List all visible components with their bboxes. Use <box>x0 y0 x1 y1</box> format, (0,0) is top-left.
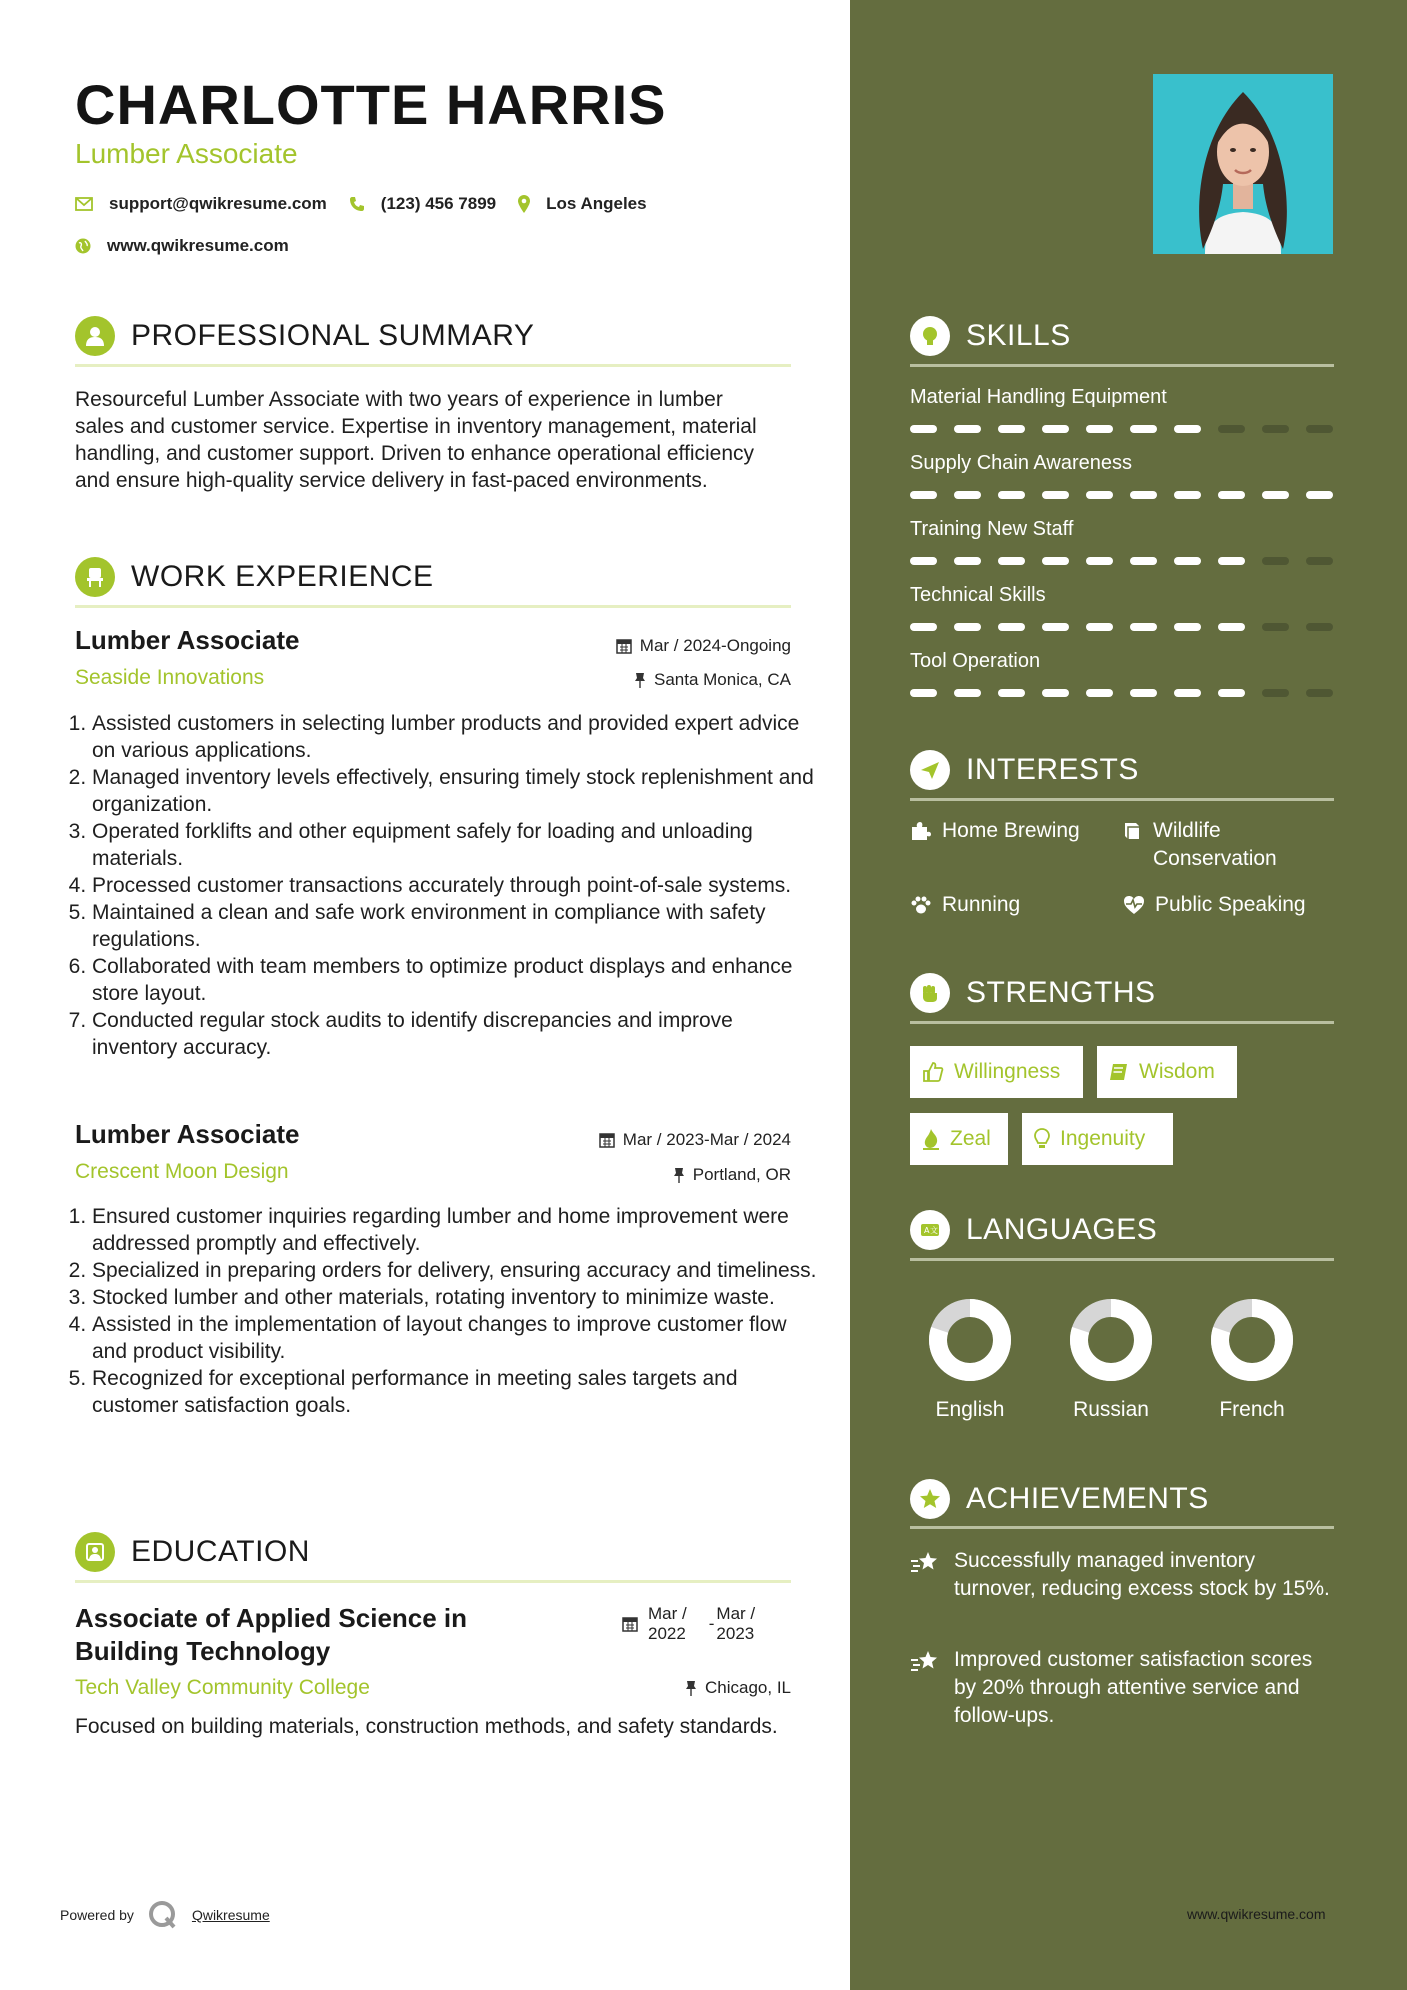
strength-tag-willingness <box>910 1046 1083 1098</box>
skill-level-dash <box>1042 491 1069 499</box>
education-start <box>648 1604 687 1644</box>
end-year: 2023 <box>716 1624 755 1643</box>
school-name: Tech Valley Community College <box>75 1676 370 1699</box>
skill-level-dash <box>1042 623 1069 631</box>
skill-level-dash <box>910 425 937 433</box>
skill-level-dash <box>954 557 981 565</box>
book-icon <box>1123 821 1143 841</box>
list-item: 3. Operated forklifts and other equipment safely for loading and unloading materials. <box>92 818 817 872</box>
languages-section-header <box>910 1210 1157 1250</box>
skill-level-dash <box>1174 557 1201 565</box>
education-dates <box>622 1604 755 1644</box>
contact-email[interactable] <box>75 194 327 214</box>
puzzle-icon <box>910 821 932 841</box>
candidate-role: Lumber Associate <box>75 138 298 169</box>
skill-level-bar <box>910 689 1333 697</box>
list-item: 5. Recognized for exceptional performance in meeting sales targets and customer satisfaction goals. <box>92 1365 817 1419</box>
strength-tag-wisdom <box>1097 1046 1237 1098</box>
skill-level-dash <box>1174 425 1201 433</box>
skill-level-dash <box>1306 689 1333 697</box>
skill-level-dash <box>998 623 1025 631</box>
calendar-icon <box>616 638 632 654</box>
list-item: 2. Specialized in preparing orders for delivery, ensuring accuracy and timeliness. <box>92 1257 817 1284</box>
skill-level-dash <box>954 623 981 631</box>
skill-level-dash <box>1262 557 1289 565</box>
skill-level-dash <box>998 491 1025 499</box>
language-card-icon <box>910 1210 950 1250</box>
list-item: 2. Managed inventory levels effectively, ensuring timely stock replenishment and organization. <box>92 764 817 818</box>
summary-section-header <box>75 316 534 356</box>
phone-icon <box>349 196 365 212</box>
chair-icon <box>75 557 115 597</box>
skill-level-dash <box>910 689 937 697</box>
globe-icon <box>75 238 91 254</box>
qwikresume-link[interactable]: Qwikresume <box>191 1907 270 1923</box>
skill-level-dash <box>1306 425 1333 433</box>
pushpin-icon <box>634 672 646 688</box>
achievement-item <box>910 1547 1340 1603</box>
achievements-title: ACHIEVEMENTS <box>966 1482 1209 1515</box>
interest-label: Running <box>942 893 1021 916</box>
skill-level-dash <box>1174 623 1201 631</box>
education-end <box>716 1604 755 1644</box>
list-item: 6. Collaborated with team members to optimize product displays and enhance store layout. <box>92 953 817 1007</box>
strength-tag-ingenuity <box>1022 1113 1173 1165</box>
experience-divider <box>75 605 791 608</box>
skill-level-dash <box>1086 689 1113 697</box>
languages-divider <box>910 1258 1334 1261</box>
strength-label: Zeal <box>950 1127 991 1150</box>
fist-icon <box>910 973 950 1013</box>
education-location <box>685 1678 791 1698</box>
interest-home-brewing <box>910 817 1080 845</box>
skill-level-dash <box>1218 491 1245 499</box>
language-name: Russian <box>1073 1398 1149 1421</box>
skill-level-dash <box>1306 491 1333 499</box>
portrait-image <box>1153 74 1333 254</box>
job-2-duties <box>70 1203 817 1419</box>
contact-location <box>518 194 646 214</box>
job-2-company: Crescent Moon Design <box>75 1160 289 1183</box>
interest-label: Home Brewing <box>942 819 1080 842</box>
pushpin-icon <box>685 1680 697 1696</box>
skill-level-dash <box>1130 491 1157 499</box>
experience-title: WORK EXPERIENCE <box>131 560 434 593</box>
degree-line-2: Building Technology <box>75 1636 331 1666</box>
summary-divider <box>75 364 791 367</box>
strengths-section-header <box>910 973 1156 1013</box>
strengths-divider <box>910 1021 1334 1024</box>
lightbulb-icon <box>1034 1128 1050 1150</box>
start-year: 2022 <box>648 1624 686 1643</box>
profile-photo <box>1153 74 1333 254</box>
contact-phone[interactable] <box>349 194 496 214</box>
list-item: 5. Maintained a clean and safe work environment in compliance with safety regulations. <box>92 899 817 953</box>
skills-title: SKILLS <box>966 319 1071 352</box>
interest-label: Public Speaking <box>1155 893 1306 916</box>
end-month: Mar / <box>716 1604 756 1623</box>
skill-name: Material Handling Equipment <box>910 386 1167 408</box>
skill-level-dash <box>1218 623 1245 631</box>
phone-text: (123) 456 7899 <box>380 194 497 213</box>
achievement-item <box>910 1646 1340 1730</box>
job-1-dates-text: Mar / 2024-Ongoing <box>639 636 791 655</box>
job-2-location-text: Portland, OR <box>692 1165 791 1184</box>
job-2-dates <box>599 1130 791 1150</box>
job-1-company: Seaside Innovations <box>75 666 265 689</box>
skill-level-dash <box>1218 425 1245 433</box>
shooting-star-icon <box>910 1648 942 1676</box>
shooting-star-icon <box>910 1549 942 1577</box>
thumbs-up-icon <box>922 1061 944 1083</box>
interest-public-speaking <box>1123 891 1306 919</box>
interest-running <box>910 891 1020 919</box>
pushpin-icon <box>673 1167 685 1183</box>
skill-level-bar <box>910 491 1333 499</box>
education-divider <box>75 1580 791 1583</box>
skill-level-dash <box>1042 557 1069 565</box>
location-text: Los Angeles <box>546 194 647 213</box>
skill-level-dash <box>998 425 1025 433</box>
list-item: 1. Assisted customers in selecting lumber products and provided expert advice on various applications. <box>92 710 817 764</box>
languages-title: LANGUAGES <box>966 1213 1158 1246</box>
skill-level-dash <box>910 491 937 499</box>
contact-website[interactable] <box>75 236 289 256</box>
skill-name: Training New Staff <box>910 518 1074 540</box>
job-2-location <box>673 1165 791 1185</box>
job-1-duties <box>70 710 817 1061</box>
skill-name: Technical Skills <box>910 584 1046 606</box>
skill-level-dash <box>954 491 981 499</box>
skill-level-dash <box>1262 425 1289 433</box>
achievements-divider <box>910 1526 1334 1529</box>
star-burst-icon <box>910 1479 950 1519</box>
fire-icon <box>922 1128 940 1150</box>
skill-name: Tool Operation <box>910 650 1041 672</box>
interests-divider <box>910 798 1334 801</box>
calendar-icon <box>622 1616 638 1632</box>
language-ring <box>1182 1295 1322 1385</box>
list-item: 7. Conducted regular stock audits to identify discrepancies and improve inventory accuracy. <box>92 1007 817 1061</box>
candidate-name: CHARLOTTE HARRIS <box>75 73 667 136</box>
achievements-section-header <box>910 1479 1209 1519</box>
envelope-icon <box>75 197 93 211</box>
user-icon <box>75 316 115 356</box>
skill-level-dash <box>910 623 937 631</box>
job-1-location <box>634 670 791 690</box>
job-2-dates-text: Mar / 2023-Mar / 2024 <box>622 1130 791 1149</box>
skills-section-header <box>910 316 1071 356</box>
qwikresume-logo-icon <box>148 1900 178 1930</box>
skill-level-dash <box>998 689 1025 697</box>
strength-label: Wisdom <box>1139 1060 1215 1083</box>
svg-text:A文: A文 <box>924 1226 939 1235</box>
skill-level-dash <box>1130 425 1157 433</box>
book-icon <box>1109 1062 1129 1082</box>
skill-level-dash <box>1042 689 1069 697</box>
contact-row-1 <box>75 192 669 216</box>
powered-by-text: Powered by <box>60 1907 134 1923</box>
language-ring <box>900 1295 1040 1385</box>
skill-level-dash <box>1042 425 1069 433</box>
skill-level-dash <box>954 689 981 697</box>
interests-section-header <box>910 750 1139 790</box>
footer-powered-by <box>60 1900 270 1930</box>
interest-wildlife-conservation <box>1123 817 1323 873</box>
list-item: 4. Assisted in the implementation of layout changes to improve customer flow and product visibility. <box>92 1311 817 1365</box>
language-name: English <box>935 1398 1005 1421</box>
skill-level-dash <box>1306 623 1333 631</box>
list-item: 1. Ensured customer inquiries regarding lumber and home improvement were addressed promptly and effectively. <box>92 1203 817 1257</box>
skills-divider <box>910 364 1334 367</box>
footer-site[interactable]: www.qwikresume.com <box>1187 1906 1326 1922</box>
skill-level-dash <box>1130 557 1157 565</box>
skill-level-dash <box>1086 491 1113 499</box>
skill-level-dash <box>1306 557 1333 565</box>
language-name: French <box>1219 1398 1285 1421</box>
skill-name: Supply Chain Awareness <box>910 452 1132 474</box>
summary-title: PROFESSIONAL SUMMARY <box>131 319 535 352</box>
achievement-text: Improved customer satisfaction scores by 20% through attentive service and follow-ups. <box>954 1648 1313 1727</box>
skill-level-bar <box>910 623 1333 631</box>
achievement-text: Successfully managed inventory turnover, reducing excess stock by 15%. <box>954 1549 1330 1600</box>
summary-text: Resourceful Lumber Associate with two years of experience in lumber sales and customer service. Expertise in inventory management, material handling, and customer support. Driven to enhance operational efficiency and ensure high-quality service delivery in fast-paced environments. <box>75 388 757 492</box>
paper-plane-icon <box>910 750 950 790</box>
education-title: EDUCATION <box>131 1535 310 1568</box>
lightbulb-head-icon <box>910 316 950 356</box>
job-2-title: Lumber Associate <box>75 1119 300 1149</box>
start-month: Mar / <box>648 1604 687 1623</box>
graduate-icon <box>75 1532 115 1572</box>
paw-icon <box>910 895 932 915</box>
interests-title: INTERESTS <box>966 753 1139 786</box>
skill-level-dash <box>954 425 981 433</box>
skill-level-bar <box>910 425 1333 433</box>
job-1-location-text: Santa Monica, CA <box>653 670 791 689</box>
strengths-title: STRENGTHS <box>966 976 1156 1009</box>
skill-level-dash <box>1130 623 1157 631</box>
skill-level-dash <box>1174 689 1201 697</box>
job-1-dates <box>616 636 791 656</box>
skill-level-dash <box>1262 491 1289 499</box>
interest-label: Wildlife Conservation <box>1153 819 1277 870</box>
language-ring <box>1041 1295 1181 1385</box>
degree-title <box>75 1602 467 1668</box>
skill-level-dash <box>1086 557 1113 565</box>
strength-tag-zeal <box>910 1113 1008 1165</box>
skill-level-dash <box>1130 689 1157 697</box>
skill-level-dash <box>1086 425 1113 433</box>
calendar-icon <box>599 1132 615 1148</box>
skill-level-dash <box>1086 623 1113 631</box>
contact-row-2 <box>75 234 311 258</box>
strength-label: Willingness <box>954 1060 1061 1083</box>
website-text: www.qwikresume.com <box>107 236 289 255</box>
skill-level-dash <box>910 557 937 565</box>
date-separator: - <box>708 1614 715 1633</box>
skill-level-dash <box>1262 623 1289 631</box>
strength-label: Ingenuity <box>1060 1127 1146 1150</box>
job-1-title: Lumber Associate <box>75 625 300 655</box>
map-pin-icon <box>518 195 530 213</box>
skill-level-bar <box>910 557 1333 565</box>
skill-level-dash <box>1262 689 1289 697</box>
skill-level-dash <box>1218 689 1245 697</box>
list-item: 4. Processed customer transactions accurately through point-of-sale systems. <box>92 872 817 899</box>
list-item: 3. Stocked lumber and other materials, rotating inventory to minimize waste. <box>92 1284 817 1311</box>
skill-level-dash <box>1218 557 1245 565</box>
heartbeat-icon <box>1123 895 1145 915</box>
skill-level-dash <box>1174 491 1201 499</box>
education-text: Focused on building materials, construction methods, and safety standards. <box>75 1715 778 1738</box>
skill-level-dash <box>998 557 1025 565</box>
email-text: support@qwikresume.com <box>109 194 327 213</box>
degree-line-1: Associate of Applied Science in <box>75 1603 468 1633</box>
education-location-text: Chicago, IL <box>705 1678 791 1697</box>
experience-section-header <box>75 557 434 597</box>
education-section-header <box>75 1532 310 1572</box>
